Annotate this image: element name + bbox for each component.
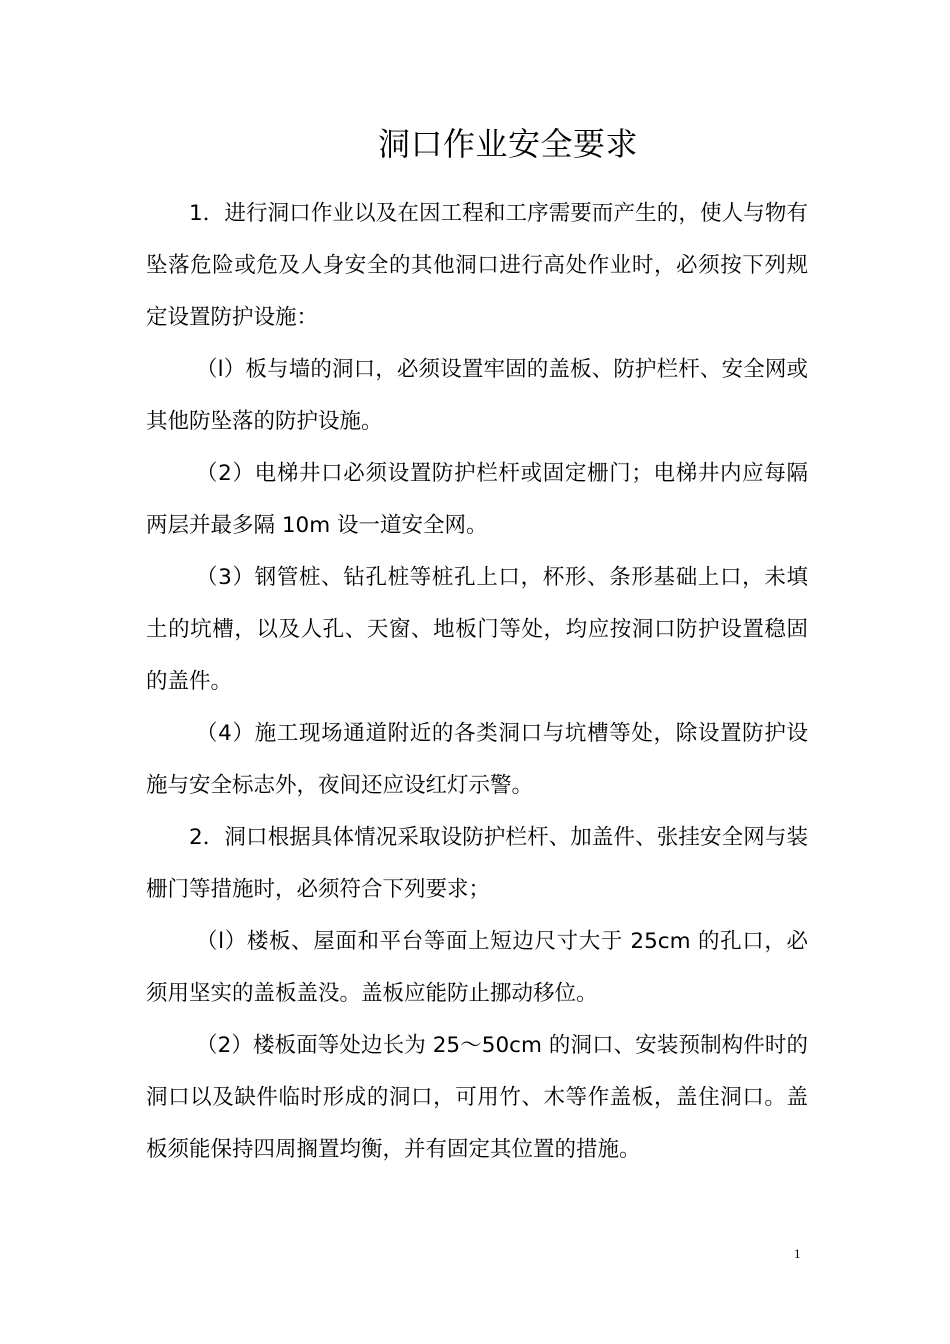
paragraph-1-3: （3）钢管桩、钻孔桩等桩孔上口，杯形、条形基础上口，未填土的坑槽，以及人孔、天窗、地板门等处，均应按洞口防护设置稳固的盖件。 — [146, 565, 808, 694]
document-body — [146, 188, 808, 1176]
document-title: 洞口作业安全要求 — [377, 125, 638, 163]
page-number: 1 — [794, 1246, 801, 1261]
paragraph-1-1: （l）板与墙的洞口，必须设置牢固的盖板、防护栏杆、安全网或其他防坠落的防护设施。 — [146, 357, 808, 434]
paragraph-2-2: （2）楼板面等处边长为 25～50cm 的洞口、安装预制构件时的洞口以及缺件临时形成的洞口，可用竹、木等作盖板，盖住洞口。盖板须能保持四周搁置均衡，并有固定其位置的措施。 — [146, 1033, 808, 1162]
paragraph-2-1: （l）楼板、屋面和平台等面上短边尺寸大于 25cm 的孔口，必须用坚实的盖板盖没。盖板应能防止挪动移位。 — [146, 929, 808, 1006]
paragraph-1-4: （4）施工现场通道附近的各类洞口与坑槽等处，除设置防护设施与安全标志外，夜间还应设红灯示警。 — [146, 721, 808, 798]
paragraph-2: 2．洞口根据具体情况采取设防护栏杆、加盖件、张挂安全网与装栅门等措施时，必须符合下列要求； — [146, 825, 808, 902]
paragraph-1-2: （2）电梯井口必须设置防护栏杆或固定栅门；电梯井内应每隔两层并最多隔 10m 设一道安全网。 — [146, 461, 808, 538]
paragraph-1: 1．进行洞口作业以及在因工程和工序需要而产生的，使人与物有坠落危险或危及人身安全的其他洞口进行高处作业时，必须按下列规定设置防护设施： — [146, 201, 808, 330]
